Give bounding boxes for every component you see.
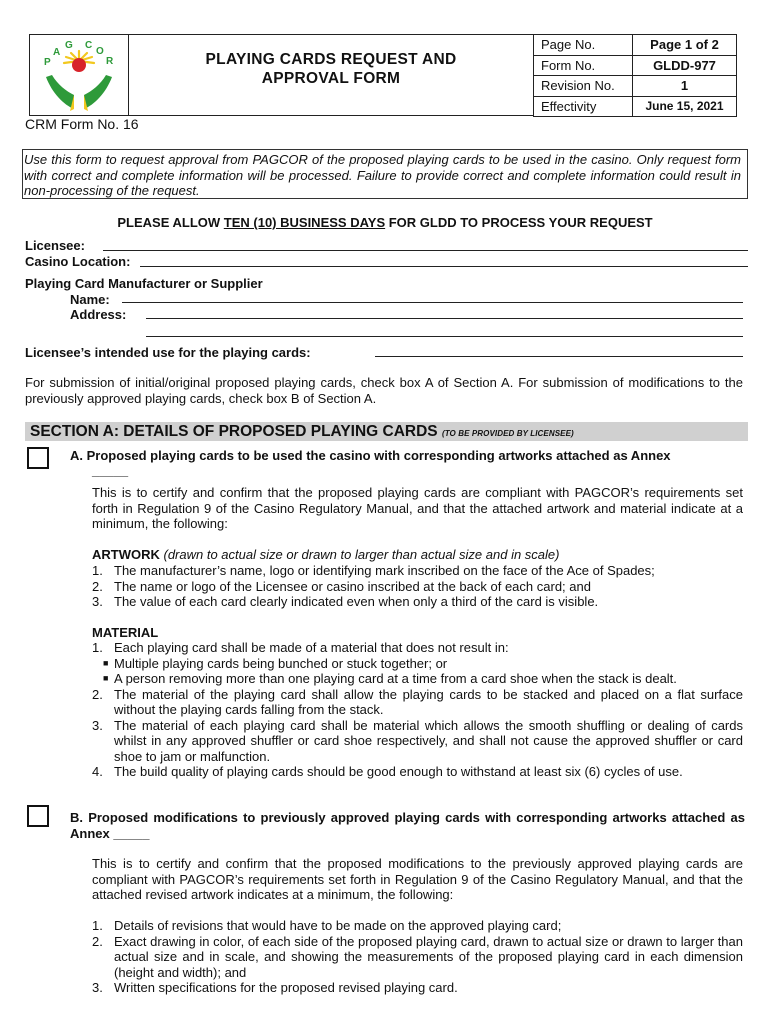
material-heading: MATERIAL [92, 625, 159, 640]
section-a-title-text: SECTION A: DETAILS OF PROPOSED PLAYING CARDS [30, 423, 442, 440]
list-item: 4. The build quality of playing cards should be good enough to withstand at least six (6) cycles of use. [92, 764, 683, 779]
option-b-label: B. Proposed modifications to previously approved playing cards with corresponding artworks attached as Annex _____ [70, 810, 745, 841]
form-header [29, 34, 737, 116]
material-list [92, 640, 743, 780]
list-item: 1. The manufacturer’s name, logo or identifying mark inscribed on the face of the Ace of Spades; [92, 563, 655, 578]
list-item-text: The value of each card clearly indicated even when only a third of the card is visible. [114, 594, 599, 609]
list-item-text: The manufacturer’s name, logo or identifying mark inscribed on the face of the Ace of Spades; [114, 563, 655, 578]
artwork-list [92, 563, 743, 610]
info-value: GLDD-977 [633, 55, 737, 76]
form-info-table [533, 34, 737, 117]
list-item-text: The name or logo of the Licensee or casino inscribed at the back of each card; and [114, 578, 591, 594]
artwork-note: (drawn to actual size or drawn to larger than actual size and in scale) [159, 547, 560, 562]
casino-location-field[interactable] [140, 266, 748, 267]
list-item: 3. The value of each card clearly indicated even when only a third of the card is visible. [92, 594, 599, 609]
option-a-annex-blank[interactable]: _____ [92, 463, 129, 478]
section-a-title [30, 422, 574, 443]
info-row-page [534, 35, 737, 56]
list-item-text: The build quality of playing cards should be good enough to withstand at least six (6) cycles of use. [114, 764, 683, 779]
svg-text:P A G: P A G C O R [44, 40, 114, 68]
bullet-item-text: A person removing more than one playing card at a time from a card shoe when the stack is dealt. [114, 671, 677, 686]
info-row-revision [534, 76, 737, 97]
licensee-label: Licensee: [25, 238, 85, 253]
manufacturer-name-label: Name: [70, 292, 110, 307]
info-row-form [534, 55, 737, 76]
info-value: June 15, 2021 [633, 96, 737, 117]
revision-list [92, 918, 743, 996]
info-label: Revision No. [534, 76, 633, 97]
processing-notice-days: TEN (10) BUSINESS DAYS [223, 215, 386, 230]
licensee-field[interactable] [103, 250, 748, 251]
intended-use-label: Licensee’s intended use for the playing cards: [25, 345, 311, 360]
list-item: 2. The material of the playing card shall allow the playing cards to be stacked and placed on a flat surface without the playing cards falling from the stack. [92, 686, 743, 717]
option-a-certify: This is to certify and confirm that the proposed playing cards are compliant with PAGCOR’s requirements set forth in Regulation 9 of the Casino Regulatory Manual, and that the attached artwork and material indicate at a minimum, the following: [92, 485, 743, 531]
list-item-text: The material of the playing card shall allow the playing cards to be stacked and placed on a flat surface without the playing cards falling from the stack. [114, 686, 743, 717]
processing-notice [0, 215, 770, 231]
submission-note: For submission of initial/original proposed playing cards, check box A of Section A. For submission of modifications to the previously approved playing cards, check box B of Section A. [25, 375, 743, 406]
list-item-text: Written specifications for the proposed revised playing card. [114, 980, 458, 995]
manufacturer-heading: Playing Card Manufacturer or Supplier [25, 276, 263, 291]
manufacturer-address-field-line2[interactable] [146, 336, 743, 337]
form-title [129, 34, 533, 116]
pagcor-logo [29, 34, 129, 116]
info-value: Page 1 of 2 [633, 35, 737, 56]
processing-notice-post: FOR GLDD TO PROCESS YOUR REQUEST [385, 215, 653, 230]
info-value: 1 [633, 76, 737, 97]
info-label: Effectivity [534, 96, 633, 117]
bullet-item: ■ A person removing more than one playing card at a time from a card shoe when the stack is dealt. [103, 671, 677, 686]
artwork-heading-line [92, 547, 743, 563]
list-item: 3. Written specifications for the proposed revised playing card. [92, 980, 458, 995]
form-title-line2: APPROVAL FORM [261, 70, 401, 87]
info-row-effectivity [534, 96, 737, 117]
list-item: 2. Exact drawing in color, of each side of the proposed playing card, drawn to actual size or drawn to larger than actual size and in scale, and showing the measurements of the proposed playing card in each dimension (height and width); and [92, 933, 743, 980]
bullet-item-text: Multiple playing cards being bunched or stuck together; or [114, 655, 448, 671]
list-item: 3. The material of each playing card shall be material which allows the smooth shuffling or dealing of cards whilst in any approved shuffler or card shoe respectively, and shall not cause the approved shuffler or card shoe to jam or malfunction. [92, 717, 743, 764]
artwork-heading: ARTWORK [92, 547, 160, 562]
bullet-item: ■ Multiple playing cards being bunched or stuck together; or [103, 655, 448, 671]
section-a-subtitle: (TO BE PROVIDED BY LICENSEE) [441, 429, 574, 438]
manufacturer-address-label: Address: [70, 307, 127, 322]
intro-instructions: Use this form to request approval from PAGCOR of the proposed playing cards to be used in the casino. Only request form with correct and complete information will be processed. Failure to provide correct and complete information could result in non-processing of the request. [22, 149, 748, 199]
manufacturer-name-field[interactable] [122, 302, 743, 303]
list-item-text: The material of each playing card shall be material which allows the smooth shuffling or dealing of cards whilst in any approved shuffler or card shoe respectively, and shall not cause the approved shuffler or card shoe to jam or malfunction. [114, 717, 743, 764]
list-item: 1. Each playing card shall be made of a material that does not result in: [92, 640, 509, 655]
processing-notice-pre: PLEASE ALLOW [117, 215, 224, 230]
crm-form-number: CRM Form No. 16 [25, 116, 139, 132]
option-b-certify: This is to certify and confirm that the proposed modifications to the previously approved playing cards are compliant with PAGCOR’s requirements set forth in Regulation 9 of the Casino Regulatory Manual, and that the attached revised artwork indicates at a minimum, the following: [92, 856, 743, 902]
pagcor-emblem [30, 35, 128, 115]
info-label: Page No. [534, 35, 633, 56]
list-item: 1. Details of revisions that would have to be made on the approved playing card; [92, 918, 562, 933]
manufacturer-address-field[interactable] [146, 318, 743, 319]
list-item-text: Exact drawing in color, of each side of the proposed playing card, drawn to actual size or drawn to larger than actual size and in scale, and showing the measurements of the proposed playing card in each dimension (height and width); and [114, 933, 743, 980]
list-item: 2. The name or logo of the Licensee or casino inscribed at the back of each card; and [92, 578, 591, 594]
form-title-line1: PLAYING CARDS REQUEST AND [205, 51, 457, 68]
option-a-label: A. Proposed playing cards to be used the casino with corresponding artworks attached as Annex [70, 448, 671, 463]
info-label: Form No. [534, 55, 633, 76]
intended-use-field[interactable] [375, 356, 743, 357]
checkbox-a[interactable] [27, 447, 49, 469]
list-item-text: Details of revisions that would have to be made on the approved playing card; [114, 918, 562, 933]
checkbox-b[interactable] [27, 805, 49, 827]
casino-location-label: Casino Location: [25, 254, 131, 269]
list-item-text: Each playing card shall be made of a material that does not result in: [114, 640, 509, 655]
